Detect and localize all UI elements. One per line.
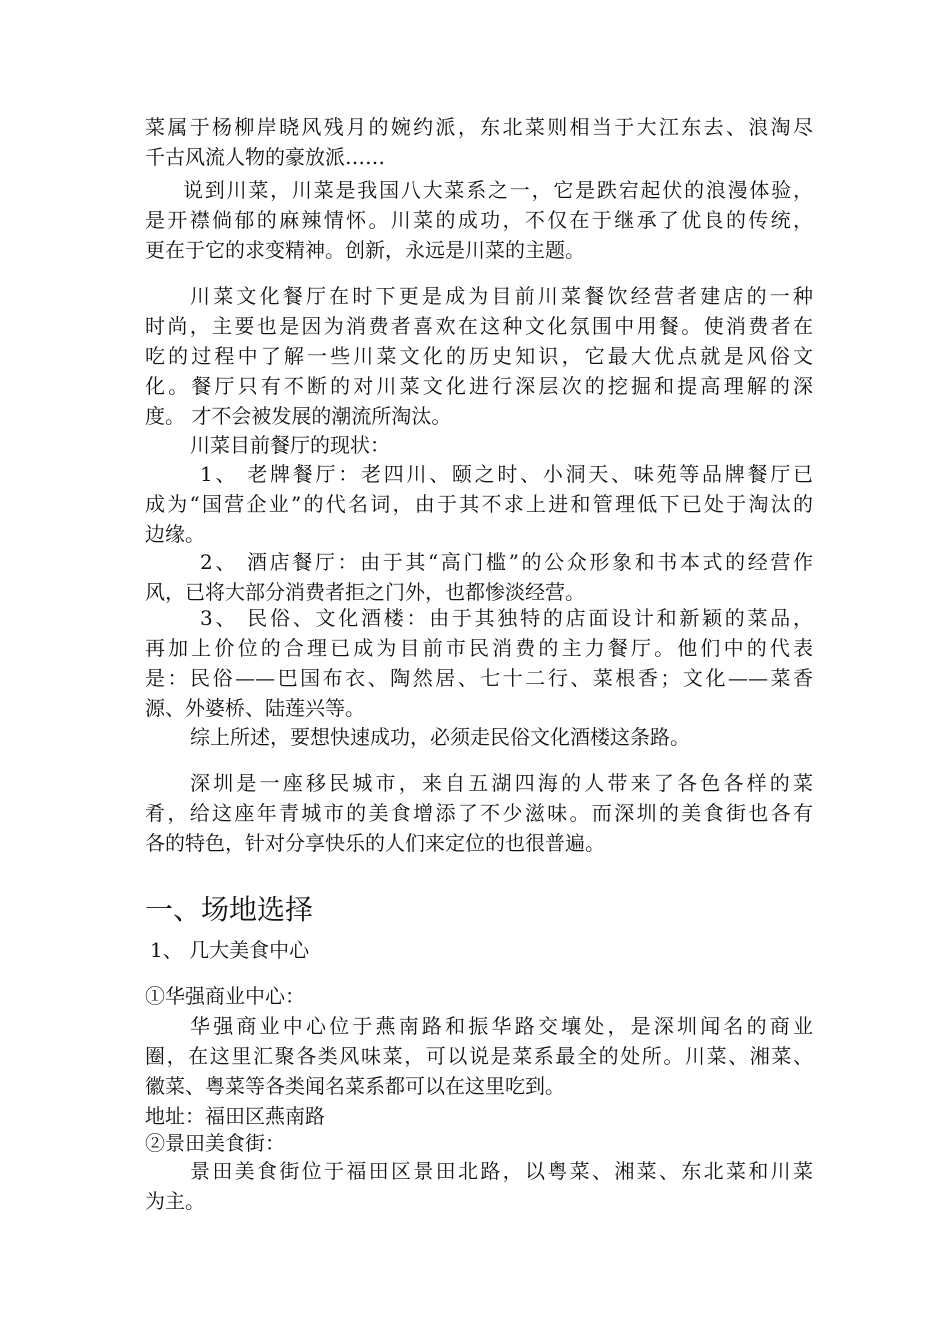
text-line: 时尚，主要也是因为消费者喜欢在这种文化氛围中用餐。使消费者在 <box>145 314 813 338</box>
text-line: 吃的过程中了解一些川菜文化的历史知识，它最大优点就是风俗文 <box>145 344 813 368</box>
text-line: 圈，在这里汇聚各类风味菜，可以说是菜系最全的处所。川菜、湘菜、 <box>145 1044 813 1068</box>
text-line: 川菜文化餐厅在时下更是成为目前川菜餐饮经营者建店的一种 <box>190 284 813 308</box>
text-line: 成为“国营企业”的代名词，由于其不求上进和管理低下已处于淘汰的 <box>145 492 813 516</box>
text-line: 再加上价位的合理已成为目前市民消费的主力餐厅。他们中的代表 <box>145 636 813 660</box>
text-line: 菜属于杨柳岸晓风残月的婉约派，东北菜则相当于大江东去、浪淘尽 <box>145 115 813 139</box>
text-line: 千古风流人物的豪放派…… <box>145 145 385 169</box>
text-line: 肴，给这座年青城市的美食增添了不少滋味。而深圳的美食街也各有 <box>145 801 813 825</box>
list-item: 1、 老牌餐厅：老四川、颐之时、小洞天、味苑等品牌餐厅已 <box>200 462 813 486</box>
text-line: 徽菜、粤菜等各类闻名菜系都可以在这里吃到。 <box>145 1074 565 1098</box>
text-line: 更在于它的求变精神。创新，永远是川菜的主题。 <box>145 238 585 262</box>
text-line: 风，已将大部分消费者拒之门外，也都惨淡经营。 <box>145 580 585 604</box>
text-line: 华强商业中心位于燕南路和振华路交壤处，是深圳闻名的商业 <box>190 1014 813 1038</box>
list-item: 3、 民俗、文化酒楼：由于其独特的店面设计和新颖的菜品， <box>200 606 813 630</box>
text-line: 是开襟倘郁的麻辣情怀。川菜的成功，不仅在于继承了优良的传统， <box>145 208 813 232</box>
text-line: 化。餐厅只有不断的对川菜文化进行深层次的挖掘和提高理解的深 <box>145 374 813 398</box>
item-title: ①华强商业中心： <box>145 984 305 1008</box>
text-line: 各的特色，针对分享快乐的人们来定位的也很普遍。 <box>145 831 605 855</box>
text-line: 源、外婆桥、陆莲兴等。 <box>145 696 365 720</box>
item-title: ②景田美食街： <box>145 1131 285 1155</box>
subsection-heading: 1、 几大美食中心 <box>150 938 310 962</box>
text-line: 川菜目前餐厅的现状： <box>190 433 390 457</box>
text-line: 为主。 <box>145 1189 205 1213</box>
text-line: 说到川菜，川菜是我国八大菜系之一，它是跌宕起伏的浪漫体验， <box>183 178 813 202</box>
address-line: 地址：福田区燕南路 <box>145 1104 325 1128</box>
section-heading: 一、场地选择 <box>145 893 314 926</box>
text-line: 景田美食街位于福田区景田北路，以粤菜、湘菜、东北菜和川菜 <box>190 1159 813 1183</box>
list-item: 2、 酒店餐厅：由于其“高门槛”的公众形象和书本式的经营作 <box>200 550 813 574</box>
text-line: 是：民俗——巴国布衣、陶然居、七十二行、菜根香；文化——菜香 <box>145 666 813 690</box>
text-line: 边缘。 <box>145 522 205 546</box>
text-line: 度。 才不会被发展的潮流所淘汰。 <box>145 404 452 428</box>
text-line: 综上所述，要想快速成功，必须走民俗文化酒楼这条路。 <box>190 725 690 749</box>
text-line: 深圳是一座移民城市，来自五湖四海的人带来了各色各样的菜 <box>190 771 813 795</box>
